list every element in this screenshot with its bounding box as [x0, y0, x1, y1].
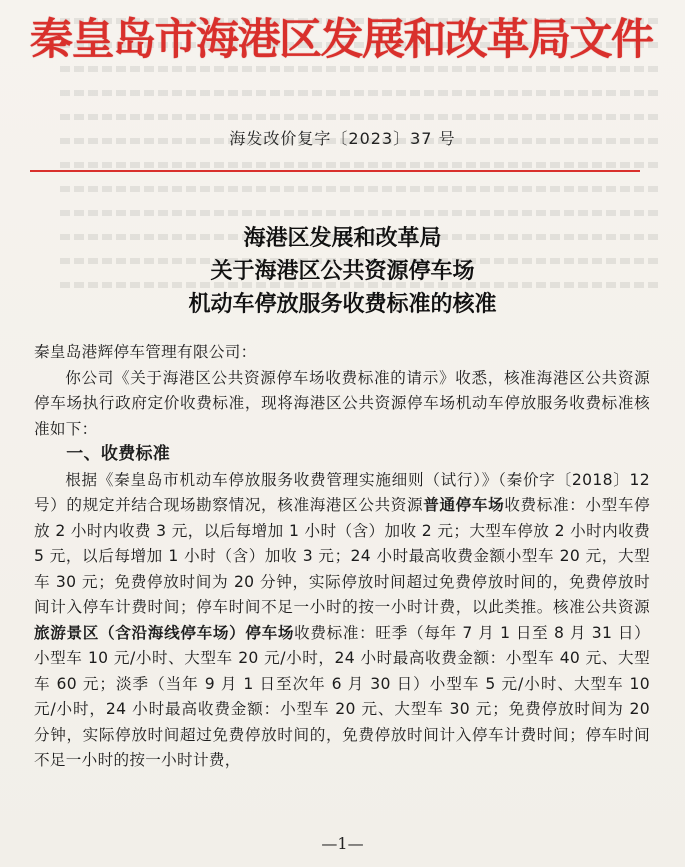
- fee-paragraph-part-1: 根据《秦皇岛市机动车停放服务收费管理实施细则（试行）》（秦价字〔2018〕12 号）的规定并结合现场勘察情况，核准海港区公共资源: [34, 470, 650, 514]
- document-body: [34, 340, 650, 774]
- document-number: 海发改价复字〔2023〕37 号: [229, 129, 456, 148]
- salutation: 秦皇岛港辉停车管理有限公司：: [34, 343, 257, 361]
- red-divider-line: [30, 170, 640, 172]
- fee-paragraph-part-3: 收费标准：旺季（每年 7 月 1 日至 8 月 31 日）小型车 10 元/小时、大型车 20 元/小时，24 小时最高收费金额：小型车 40 元、大型车 60 元；淡季（当年 9 月 1 日至次年 6 月 30 日）小型车 5 元/小时、大型车 10 元/小时，24 小时最高收费金额：小型车 20 元、大型车 30 元；免费停放时间为 20 分钟，实际停放时间超过免费停放时间的，免费停放时间计入停车计费时间；停车时间不足一小时的按一小时计费，: [34, 623, 650, 769]
- intro-paragraph: 你公司《关于海港区公共资源停车场收费标准的请示》收悉，核准海港区公共资源停车场执行政府定价收费标准，现将海港区公共资源停车场机动车停放服务收费标准核准如下：: [34, 368, 650, 438]
- title-line-3: 机动车停放服务收费标准的核准: [188, 291, 497, 317]
- section-heading-fee-standard: 一、收费标准: [66, 444, 171, 464]
- title-line-1: 海港区发展和改革局: [243, 225, 442, 251]
- regular-parking-lot-label: 普通停车场: [423, 496, 505, 514]
- fee-paragraph-part-2: 收费标准：小型车停放 2 小时内收费 3 元，以后每增加 1 小时（含）加收 2 元；大型车停放 2 小时内收费 5 元，以后每增加 1 小时（含）加收 3 元；24 小时最高收费金额小型车 20 元，大型车 30 元；免费停放时间为 20 分钟，实际停放时间超过免费停放时间的，免费停放时间计入停车计费时间；停车时间不足一小时的按一小时计费，以此类推。核准公共资源: [34, 496, 650, 616]
- fee-standard-paragraph: [34, 468, 650, 774]
- document-title: [0, 222, 685, 321]
- scenic-area-parking-label: 旅游景区（含沿海线停车场）停车场: [34, 623, 295, 642]
- letterhead-title: 秦皇岛市海港区发展和改革局文件: [30, 15, 653, 65]
- title-line-2: 关于海港区公共资源停车场: [210, 258, 475, 284]
- page-number: —1—: [321, 834, 364, 853]
